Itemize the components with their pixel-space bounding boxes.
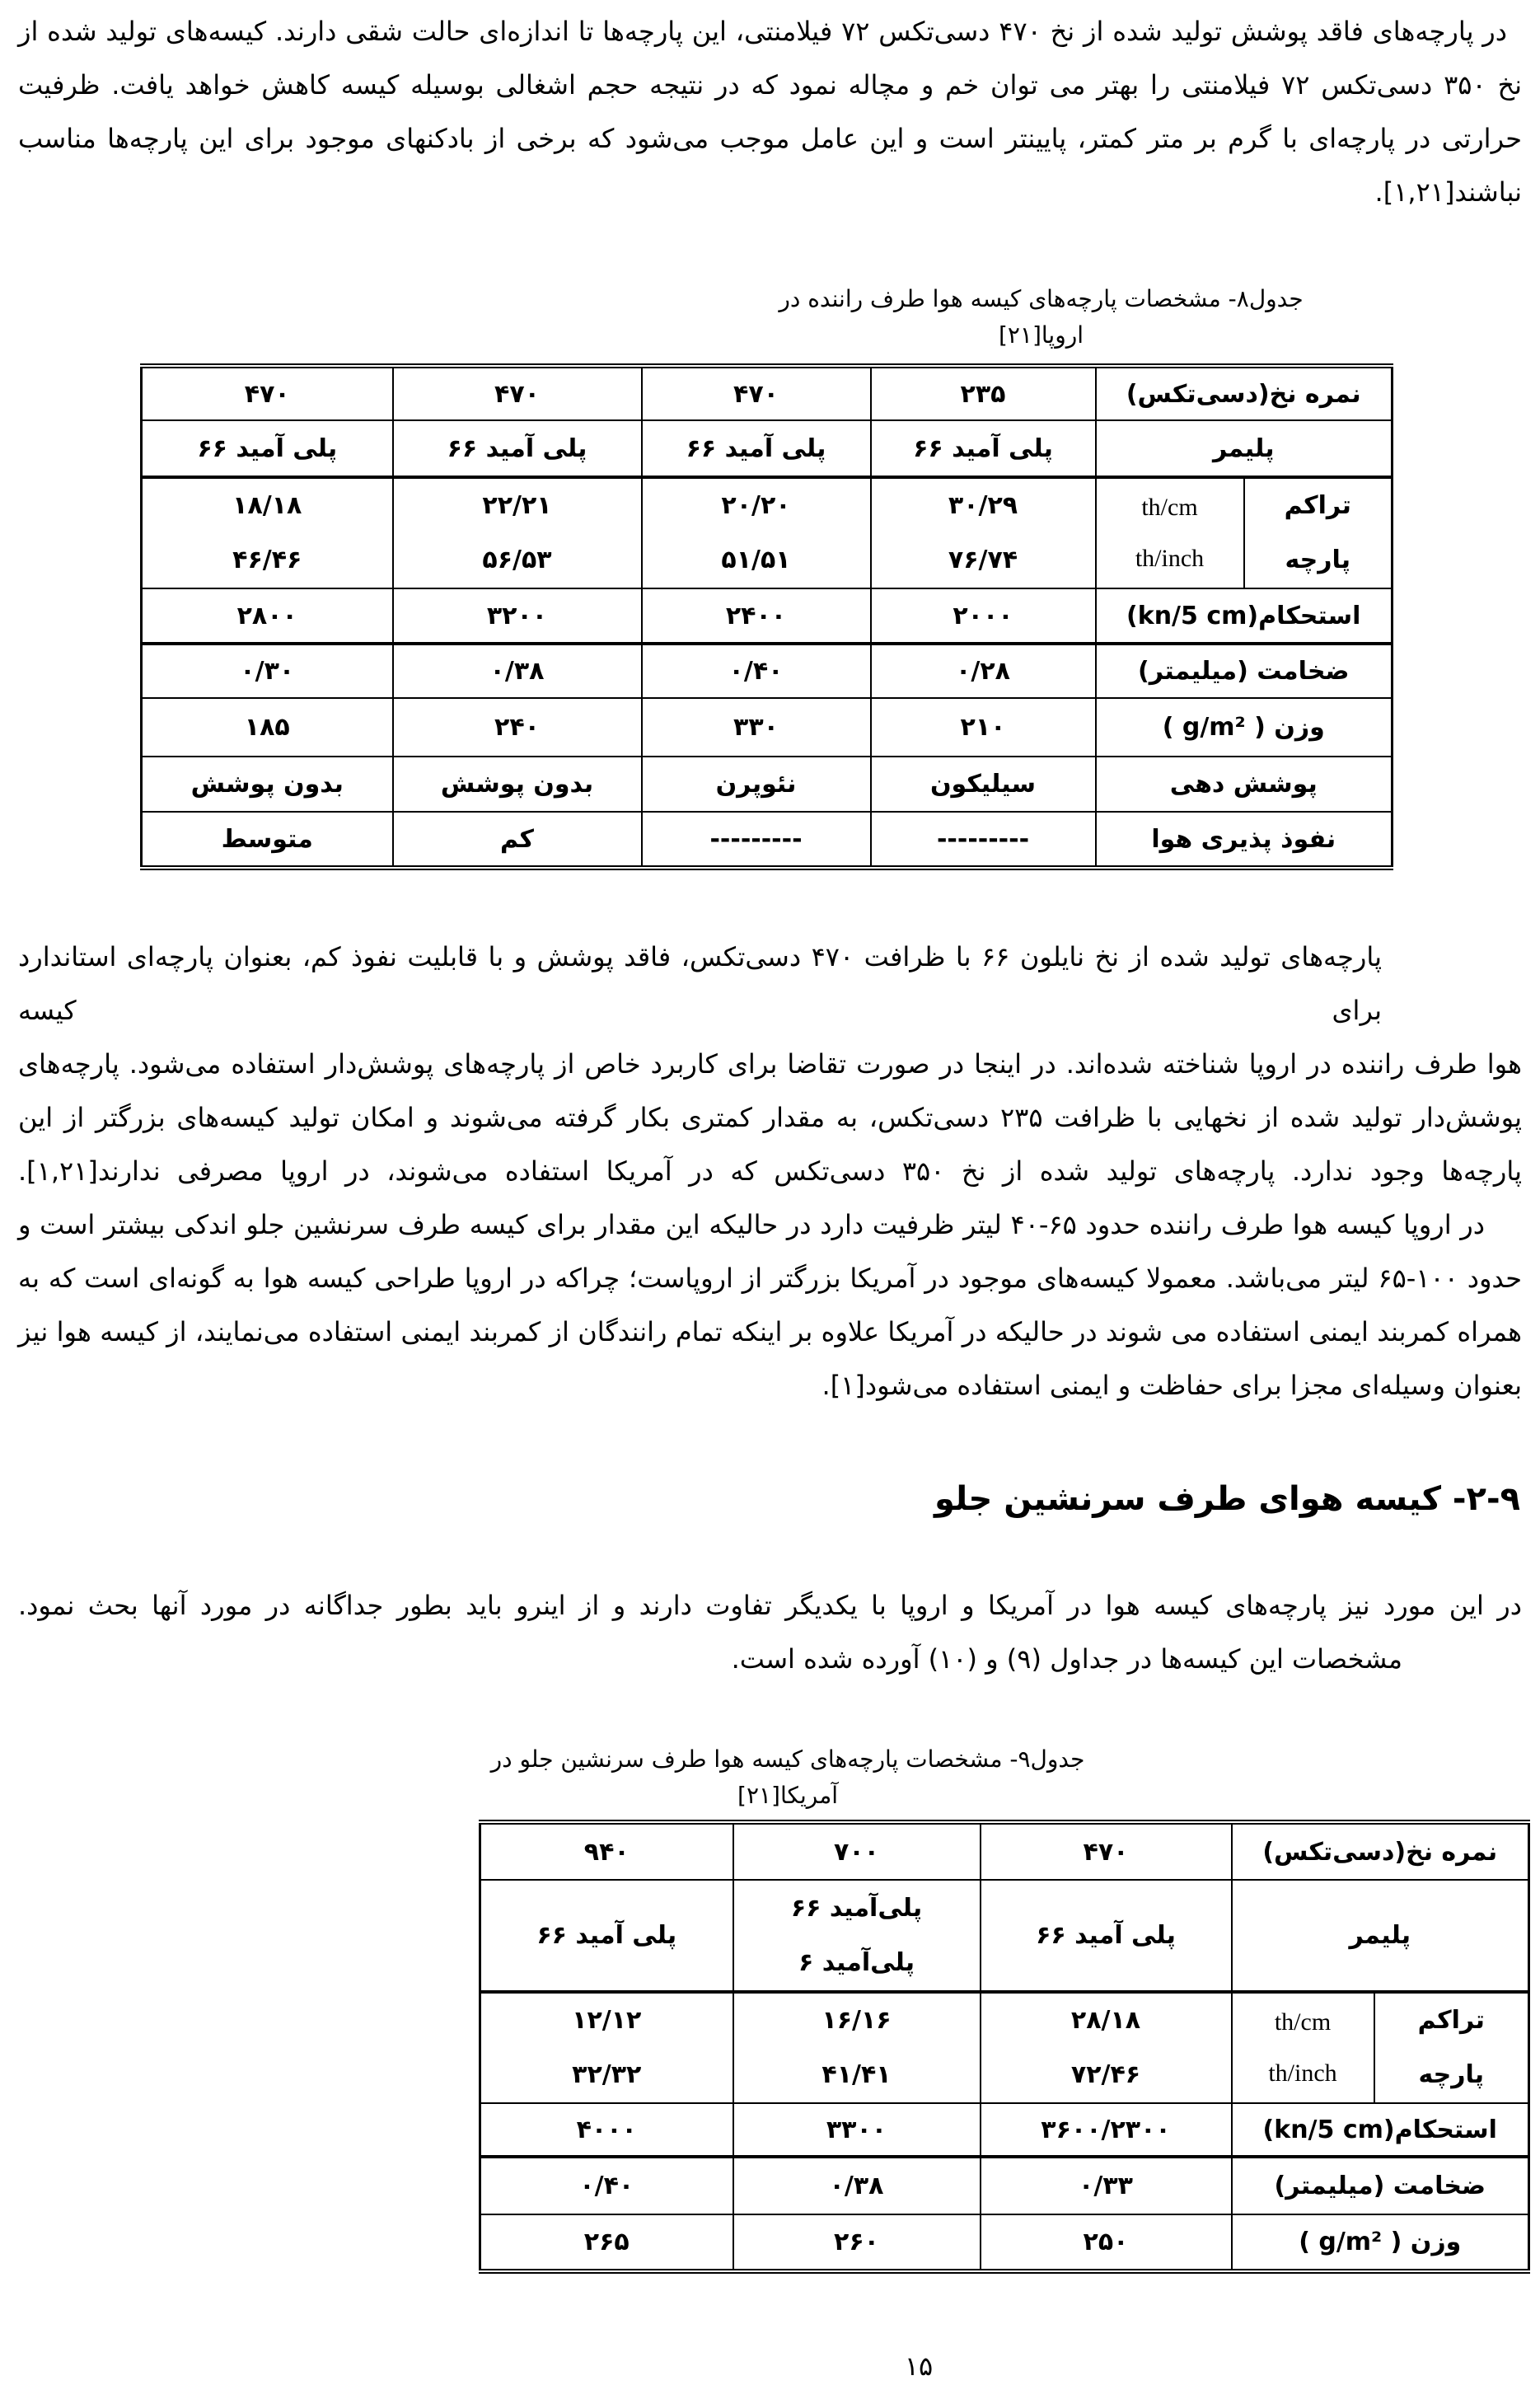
value-cell: بدون پوشش [393,757,642,812]
value-cell [981,1992,1232,2103]
label-line: تراکم [1284,491,1351,520]
density-unit-cell [1096,477,1244,588]
value-cell: ۲۸۰۰ [142,588,393,644]
value-cell: سیلیکون [871,757,1096,812]
value-line: ۳۲/۳۲ [572,2060,642,2089]
row-label-cell: پلیمر [1096,420,1393,477]
paragraph-passenger-intro [0,1579,1540,1686]
value-cell: ۲۳۵ [871,366,1096,420]
value-line: ۷۶/۷۴ [948,546,1018,574]
row-label-cell: استحکام(kn/5 cm) [1096,588,1393,644]
value-cell [480,1880,733,1992]
value-cell: نئوپرن [642,757,871,812]
value-cell: ۳۲۰۰ [393,588,642,644]
value-cell: --------- [642,812,871,868]
table8-caption: جدول۸- مشخصات پارچه‌های کیسه هوا طرف راننده در اروپا[۲۱] [779,285,1304,349]
row-label-cell: پلیمر [1232,1880,1529,1992]
paragraph-europe-fabrics [0,930,1540,1198]
row-label-cell: نمره نخ(دسی‌تکس) [1232,1822,1529,1880]
value-cell: پلی آمید ۶۶ [642,420,871,477]
value-line: ۴۱/۴۱ [821,2060,892,2089]
text-line: حدود ۱۰۰-۶۵ لیتر می‌باشد. معمولا کیسه‌های موجود در آمریکا بزرگتر از اروپاست؛ چراکه در اروپا طراحی کیسه هوا به گونه‌ای است که به [18,1263,1523,1294]
value-cell: ۲۶۵ [480,2214,733,2271]
value-cell: ۴۷۰ [981,1822,1232,1880]
row-yarn-count [142,366,1393,420]
value-cell: ۷۰۰ [733,1822,981,1880]
text-line: مشخصات این کیسه‌ها در جداول (۹) و (۱۰) آورده شده است. [731,1643,1402,1675]
row-polymer [480,1880,1529,1992]
value-cell: ۴۰۰۰ [480,2103,733,2157]
value-line: ۱۲/۱۲ [572,2006,642,2035]
value-line: ۲۸/۱۸ [1070,2006,1141,2035]
value-cell [733,1992,981,2103]
table8-driver-europe [140,363,1393,870]
table9-passenger-usa [479,1820,1530,2274]
value-cell: ۴۷۰ [393,366,642,420]
value-cell: ۴۷۰ [642,366,871,420]
value-line: ۵۶/۵۳ [482,546,552,574]
row-label-cell: نمره نخ(دسی‌تکس) [1096,366,1393,420]
label-line: تراکم [1417,2006,1485,2035]
value-cell: پلی آمید ۶۶ [393,420,642,477]
value-line: ۲۰/۲۰ [721,491,791,520]
value-cell: ۴۷۰ [142,366,393,420]
row-label-cell: وزن ( g/m² ) [1096,698,1393,757]
row-coating [142,757,1393,812]
label-line: پارچه [1418,2060,1485,2089]
value-cell: ۲۴۰ [393,698,642,757]
value-cell: بدون پوشش [142,757,393,812]
row-label-cell: پوشش دهی [1096,757,1393,812]
row-strength [480,2103,1529,2157]
row-air-permeability [142,812,1393,868]
value-line: ۲۲/۲۱ [482,491,552,520]
value-cell: ۳۶۰۰/۲۳۰۰ [981,2103,1232,2157]
section-heading: ٩-٢- کیسه هوای طرف سرنشین جلو [934,1480,1520,1518]
row-thickness [480,2157,1529,2214]
text-line: بعنوان وسیله‌ای مجزا برای حفاظت و ایمنی استفاده می‌شود[۱]. [821,1370,1522,1401]
row-fabric-density [142,477,1393,588]
value-cell: پلی آمید ۶۶ [871,420,1096,477]
unit-line: th/cm [1274,2008,1332,2036]
paragraph-bag-capacity [0,1198,1540,1413]
unit-line: th/inch [1135,545,1205,572]
value-line: ۳۰/۲۹ [948,491,1018,520]
value-cell [393,477,642,588]
value-cell: ۰/۲۸ [871,644,1096,698]
value-cell: ۰/۴۰ [480,2157,733,2214]
unit-line: th/cm [1141,494,1198,521]
value-cell [871,477,1096,588]
paragraph-intro [0,5,1540,219]
value-cell [142,477,393,588]
value-cell: ۲۴۰۰ [642,588,871,644]
value-cell: ۰/۳۸ [393,644,642,698]
text-line: همراه کمربند ایمنی استفاده می شوند در حالیکه در آمریکا علاوه بر اینکه تمام رانندگان از کمربند ایمنی استفاده می‌نمایند، از کیسه هوا نیز [18,1316,1522,1347]
row-thickness [142,644,1393,698]
value-cell: ۲۱۰ [871,698,1096,757]
value-cell: ۹۴۰ [480,1822,733,1880]
value-cell [981,1880,1232,1992]
value-cell: ۰/۳۸ [733,2157,981,2214]
value-cell: ۲۶۰ [733,2214,981,2271]
row-label-cell: نفوذ پذیری هوا [1096,812,1393,868]
table9-caption: جدول۹- مشخصات پارچه‌های کیسه هوا طرف سرنشین جلو در آمریکا[۲۱] [490,1745,1085,1809]
row-label-cell: وزن ( g/m² ) [1232,2214,1529,2271]
value-cell: ۰/۳۰ [142,644,393,698]
value-line: ۵۱/۵۱ [721,546,791,574]
value-cell: ۳۳۰۰ [733,2103,981,2157]
text-line: هوا طرف راننده در اروپا شناخته شده‌اند. در اینجا در صورت تقاضا برای کاربرد خاص از پارچه‌های پوشش‌دار استفاده می‌شود. پارچه‌های [18,1048,1522,1080]
value-line: ۷۲/۴۶ [1070,2060,1141,2089]
row-polymer [142,420,1393,477]
value-line: ۱۸/۱۸ [232,491,302,520]
row-label-cell: ضخامت (میلیمتر) [1232,2157,1529,2214]
row-weight [142,698,1393,757]
row-label-cell: ضخامت (میلیمتر) [1096,644,1393,698]
value-cell [642,477,871,588]
density-unit-cell [1232,1992,1374,2103]
value-line: پلی آمید ۶۶ [536,1920,677,1950]
page-number: ۱۵ [904,2350,934,2382]
value-cell: ۲۵۰ [981,2214,1232,2271]
value-cell: --------- [871,812,1096,868]
text-line: پارچه‌های تولید شده از نخ نایلون ۶۶ با ظرافت ۴۷۰ دسی‌تکس، فاقد پوشش و با قابلیت نفوذ کم، بعنوان پارچه‌ای استاندارد برای کیسه [18,941,1383,1026]
value-cell [733,1880,981,1992]
row-label-cell: استحکام(kn/5 cm) [1232,2103,1529,2157]
text-line: نخ ۳۵۰ دسی‌تکس ۷۲ فیلامنتی را بهتر می توان خم و مچاله نمود که در نتیجه حجم اشغالی بوسیله کیسه کاهش خواهد یافت. ظرفیت [18,69,1523,101]
row-label-cell [1244,477,1393,588]
label-line: پارچه [1285,546,1351,574]
value-cell: متوسط [142,812,393,868]
text-line: در این مورد نیز پارچه‌های کیسه هوا در آمریکا و اروپا با یکدیگر تفاوت دارند و از اینرو باید بطور جداگانه در مورد آنها بحث نمود. [18,1590,1522,1621]
text-line: در پارچه‌های فاقد پوشش تولید شده از نخ ۴۷۰ دسی‌تکس ۷۲ فیلامنتی، این پارچه‌ها تا اندازه‌ای حالت شقی دارند. کیسه‌های تولید شده از [18,16,1508,47]
text-line: پارچه‌ها وجود ندارد. پارچه‌های تولید شده از نخ ۳۵۰ دسی‌تکس که در آمریکا استفاده می‌شوند، در اروپا مصرفی ندارند[۱,۲۱]. [18,1155,1523,1187]
row-fabric-density [480,1992,1529,2103]
value-cell: ۲۰۰۰ [871,588,1096,644]
text-line: پوشش‌دار تولید شده از نخهایی با ظرافت ۲۳۵ دسی‌تکس، به مقدار کمتری بکار گرفته می‌شوند و امکان تولید کیسه‌های بزرگتر از این [18,1102,1523,1133]
value-cell: ۰/۴۰ [642,644,871,698]
value-cell: ۰/۳۳ [981,2157,1232,2214]
value-line: ۱۶/۱۶ [821,2006,892,2035]
value-line: پلی‌آمید ۶۶ [790,1893,923,1923]
value-cell: کم [393,812,642,868]
value-cell: پلی آمید ۶۶ [142,420,393,477]
unit-line: th/inch [1268,2059,1337,2087]
row-weight [480,2214,1529,2271]
value-line: ۴۶/۴۶ [232,546,302,574]
text-line: نباشند[۱,۲۱]. [1374,176,1522,208]
value-cell [480,1992,733,2103]
value-line: پلی آمید ۶۶ [1036,1920,1176,1950]
text-line: حرارتی در پارچه‌ای با گرم بر متر کمتر، پایینتر است و این عامل موجب می‌شود که برخی از بادکنهای موجود برای این پارچه‌ها مناسب [18,123,1522,154]
row-yarn-count [480,1822,1529,1880]
value-line: پلی‌آمید ۶ [798,1947,915,1977]
row-label-cell [1374,1992,1529,2103]
value-cell: ۳۳۰ [642,698,871,757]
value-cell: ۱۸۵ [142,698,393,757]
text-line: در اروپا کیسه هوا طرف راننده حدود ۶۵-۴۰ لیتر ظرفیت دارد در حالیکه این مقدار برای کیسه طرف سرنشین جلو اندکی بیشتر است و [18,1209,1486,1240]
row-strength [142,588,1393,644]
